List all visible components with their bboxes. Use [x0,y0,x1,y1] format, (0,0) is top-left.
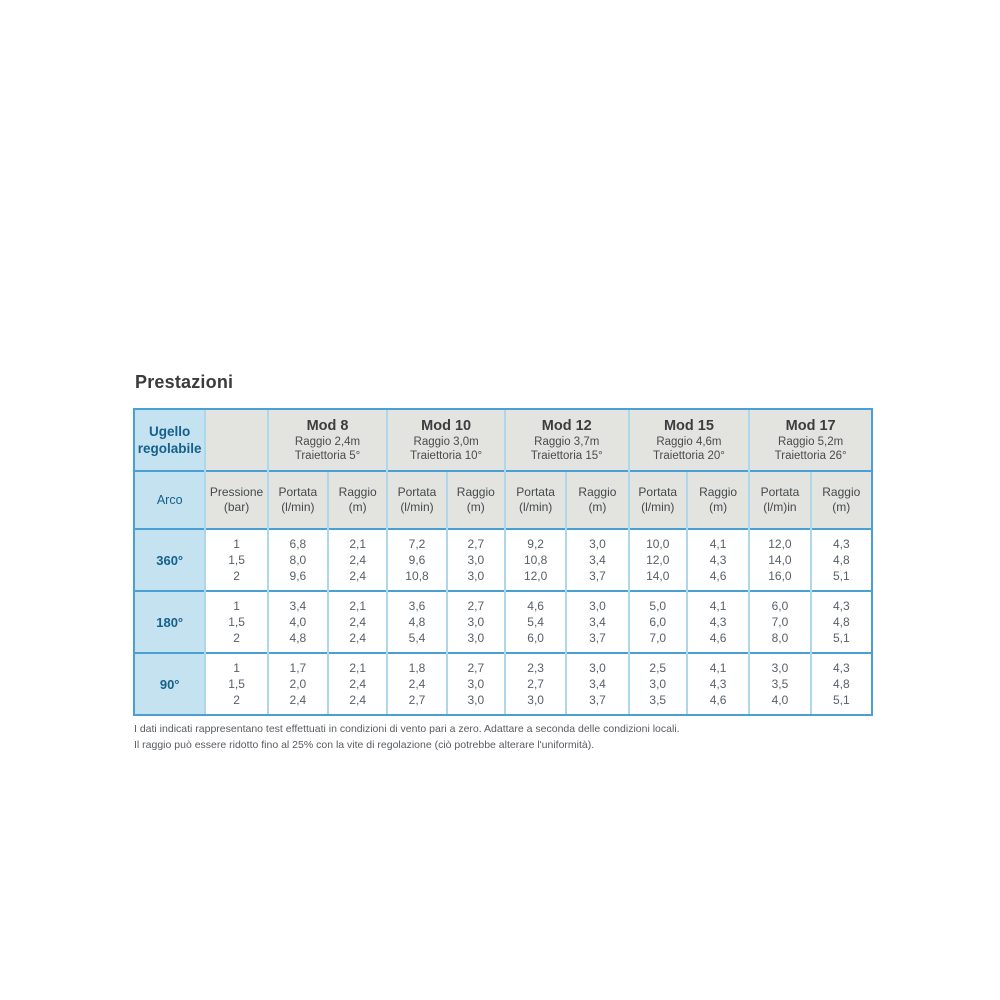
portata-values-cell: 1,7 2,0 2,4 [268,653,328,714]
model-raggio: Raggio 2,4m [294,436,361,448]
arc-label: 90° [135,653,205,714]
portata-values-cell: 3,6 4,8 5,4 [387,591,446,653]
portata-values-cell: 1,8 2,4 2,7 [387,653,446,714]
portata-label: Portata [278,485,318,499]
raggio-values-cell: 3,0 3,4 3,7 [566,653,628,714]
portata-values-cell: 3,0 3,5 4,0 [749,653,810,714]
model-header-mod12 [505,410,629,471]
pressure-column-header [205,471,267,529]
raggio-unit: (m) [709,500,728,514]
raggio-values-cell: 2,7 3,0 3,0 [447,653,505,714]
portata-header-mod15 [629,471,687,529]
model-traiettoria: Traiettoria 20° [652,450,725,462]
model-traiettoria: Traiettoria 15° [530,450,603,462]
arc-group-row [135,529,871,591]
pressure-values-cell: 1 1,5 2 [205,591,267,653]
raggio-label: Raggio [578,485,617,499]
model-header-mod17 [749,410,871,471]
portata-header-mod17 [749,471,810,529]
raggio-unit: (m) [588,500,607,514]
raggio-values-cell: 4,1 4,3 4,6 [687,529,749,591]
portata-header-mod12 [505,471,566,529]
page-title: Prestazioni [135,372,234,392]
portata-values-cell: 9,2 10,8 12,0 [505,529,566,591]
arc-label: 180° [135,591,205,653]
model-name: Mod 8 [306,418,349,434]
portata-values-cell: 12,0 14,0 16,0 [749,529,810,591]
footnote-line-2: Il raggio può essere ridotto fino al 25% con la vite di regolazione (ciò potrebbe alterare l'uniformità). [134,739,595,751]
pressure-unit: (bar) [223,500,250,514]
raggio-header-mod12 [566,471,628,529]
model-header-mod8 [268,410,388,471]
raggio-header-mod17 [811,471,871,529]
portata-unit: (l/min) [641,500,675,514]
portata-values-cell: 4,6 5,4 6,0 [505,591,566,653]
arc-group-row [135,653,871,714]
raggio-unit: (m) [466,500,485,514]
portata-header-mod8 [268,471,328,529]
model-header-mod15 [629,410,750,471]
portata-label: Portata [760,485,800,499]
model-raggio: Raggio 5,2m [778,436,844,448]
raggio-values-cell: 2,7 3,0 3,0 [447,591,505,653]
model-name: Mod 10 [421,418,472,434]
raggio-header-mod10 [447,471,505,529]
raggio-values-cell: 4,1 4,3 4,6 [687,653,749,714]
raggio-values-cell: 4,3 4,8 5,1 [811,653,871,714]
pressure-values-cell: 1 1,5 2 [205,653,267,714]
raggio-label: Raggio [338,485,377,499]
raggio-values-cell: 3,0 3,4 3,7 [566,591,628,653]
model-raggio: Raggio 3,7m [534,436,600,448]
model-raggio: Raggio 3,0m [413,436,479,448]
model-raggio: Raggio 4,6m [656,436,722,448]
raggio-values-cell: 2,7 3,0 3,0 [447,529,505,591]
performance-table [135,410,871,714]
footnote-line-1: I dati indicati rappresentano test effettuati in condizioni di vento pari a zero. Adattare a seconda delle condizioni locali. [134,723,680,735]
pressure-label: Pressione [209,485,264,499]
portata-label: Portata [638,485,678,499]
model-header-mod10 [387,410,505,471]
datasheet-section [133,372,875,753]
portata-unit: (l/min) [281,500,315,514]
raggio-label: Raggio [822,485,861,499]
raggio-unit: (m) [348,500,367,514]
arc-column-header: Arco [135,471,205,529]
raggio-values-cell: 3,0 3,4 3,7 [566,529,628,591]
portata-values-cell: 2,3 2,7 3,0 [505,653,566,714]
portata-label: Portata [397,485,437,499]
performance-table-border [133,408,873,716]
portata-values-cell: 2,5 3,0 3,5 [629,653,687,714]
model-traiettoria: Traiettoria 5° [294,450,361,462]
raggio-values-cell: 2,1 2,4 2,4 [328,529,387,591]
model-name: Mod 17 [785,418,836,434]
raggio-unit: (m) [832,500,851,514]
portata-unit: (l/min) [518,500,553,514]
model-name: Mod 12 [541,418,592,434]
portata-values-cell: 7,2 9,6 10,8 [387,529,446,591]
portata-header-mod10 [387,471,446,529]
portata-label: Portata [516,485,555,499]
portata-values-cell: 5,0 6,0 7,0 [629,591,687,653]
footnotes [133,721,875,753]
corner-header: Ugello regolabile [135,410,205,471]
raggio-header-mod15 [687,471,749,529]
raggio-header-mod8 [328,471,387,529]
raggio-label: Raggio [699,485,738,499]
portata-values-cell: 3,4 4,0 4,8 [268,591,328,653]
pressure-values-cell: 1 1,5 2 [205,529,267,591]
raggio-values-cell: 2,1 2,4 2,4 [328,653,387,714]
model-traiettoria: Traiettoria 10° [410,450,483,462]
portata-values-cell: 6,8 8,0 9,6 [268,529,328,591]
raggio-values-cell: 4,3 4,8 5,1 [811,529,871,591]
model-name: Mod 15 [663,418,714,434]
raggio-values-cell: 4,1 4,3 4,6 [687,591,749,653]
raggio-label: Raggio [456,485,495,499]
arc-group-row [135,591,871,653]
portata-values-cell: 6,0 7,0 8,0 [749,591,810,653]
portata-unit: (l/min) [400,500,434,514]
raggio-values-cell: 2,1 2,4 2,4 [328,591,387,653]
model-traiettoria: Traiettoria 26° [774,450,847,462]
model-header-row [135,410,871,471]
portata-unit: (l/m)in [763,500,797,514]
empty-header-cell [205,410,267,471]
arc-label: 360° [135,529,205,591]
column-header-row [135,471,871,529]
portata-values-cell: 10,0 12,0 14,0 [629,529,687,591]
raggio-values-cell: 4,3 4,8 5,1 [811,591,871,653]
